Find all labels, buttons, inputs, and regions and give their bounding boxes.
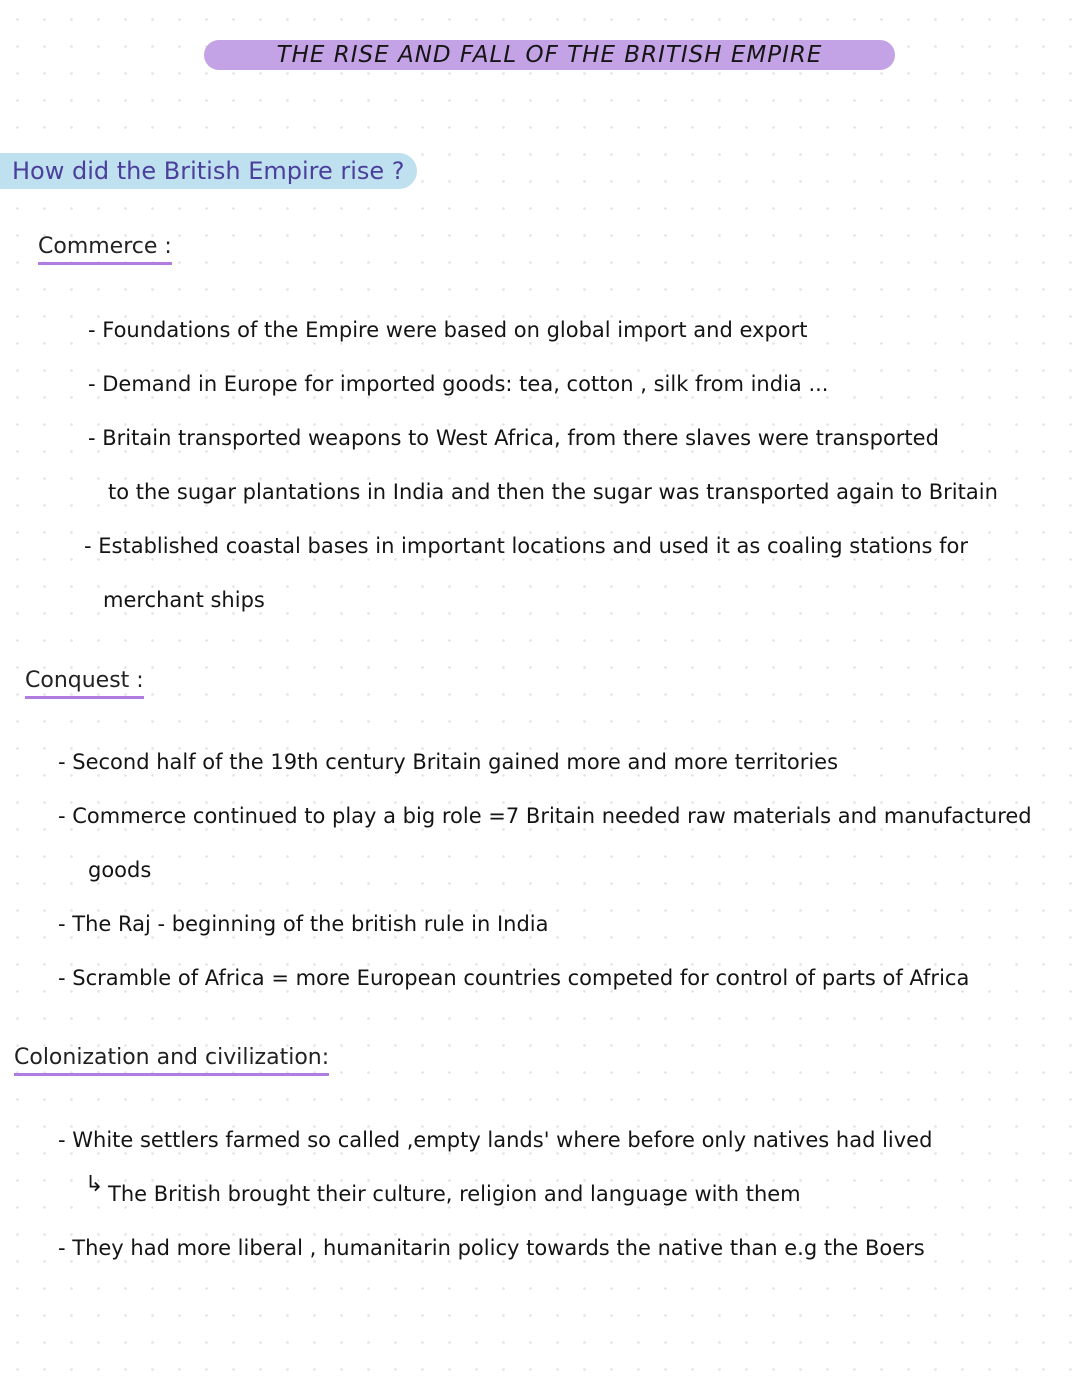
section-heading-colonization: Colonization and civilization: bbox=[14, 1045, 329, 1076]
note-line: - Established coastal bases in important locations and used it as coaling stations for bbox=[84, 534, 969, 558]
sub-arrow-icon: ↳ bbox=[85, 1172, 104, 1197]
note-line: - Britain transported weapons to West Africa, from there slaves were transported bbox=[88, 426, 939, 450]
note-line: - Scramble of Africa = more European countries competed for control of parts of Africa bbox=[58, 966, 970, 990]
note-line: merchant ships bbox=[103, 588, 265, 612]
note-line: goods bbox=[88, 858, 152, 882]
page-title: THE RISE AND FALL OF THE BRITISH EMPIRE bbox=[204, 40, 895, 70]
note-line: - Second half of the 19th century Britain gained more and more territories bbox=[58, 750, 839, 774]
section-heading-conquest: Conquest : bbox=[25, 668, 144, 699]
note-line: - The Raj - beginning of the british rule in India bbox=[58, 912, 549, 936]
section-heading-commerce: Commerce : bbox=[38, 234, 172, 265]
note-line: - White settlers farmed so called ,empty lands' where before only natives had lived bbox=[58, 1128, 933, 1152]
note-line: - They had more liberal , humanitarin policy towards the native than e.g the Boers bbox=[58, 1236, 925, 1260]
question-heading: How did the British Empire rise ? bbox=[0, 153, 417, 189]
note-line: The British brought their culture, religion and language with them bbox=[108, 1182, 801, 1206]
note-line: - Commerce continued to play a big role =7 Britain needed raw materials and manufactured bbox=[58, 804, 1032, 828]
note-line: to the sugar plantations in India and then the sugar was transported again to Britain bbox=[108, 480, 998, 504]
note-line: - Demand in Europe for imported goods: tea, cotton , silk from india ... bbox=[88, 372, 829, 396]
note-line: - Foundations of the Empire were based on global import and export bbox=[88, 318, 808, 342]
